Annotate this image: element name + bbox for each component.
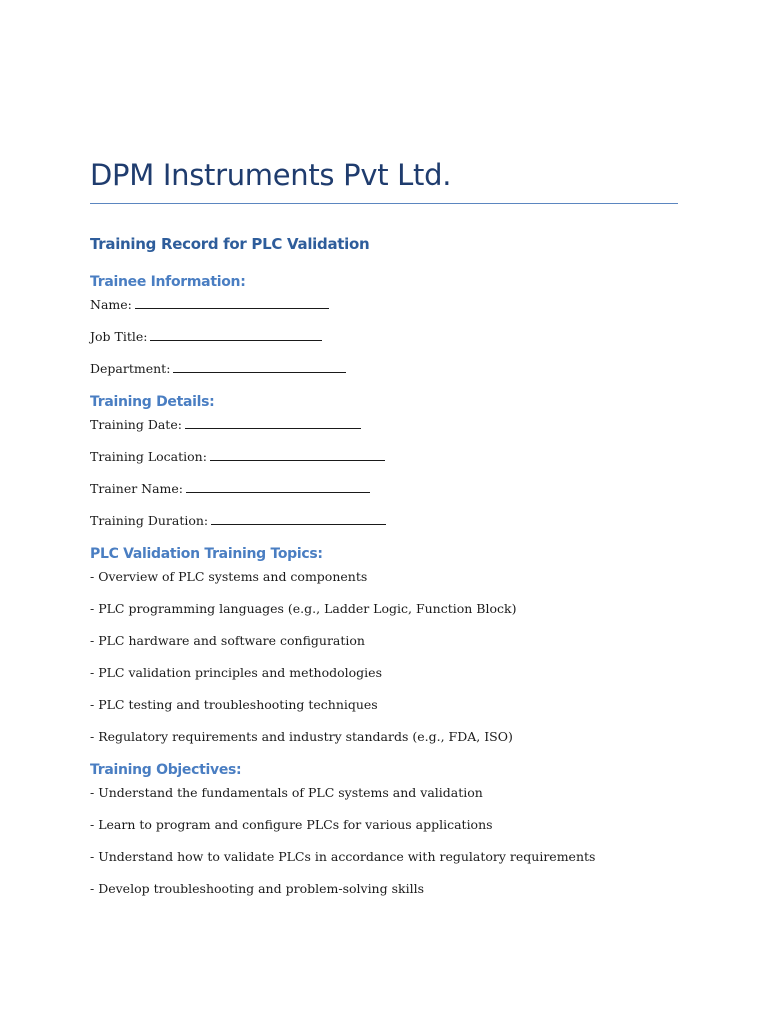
training-topics-heading: PLC Validation Training Topics: [90,546,323,562]
department-blank-line[interactable] [173,361,346,373]
trainee-information-heading: Trainee Information: [90,274,246,290]
topic-item: - PLC programming languages (e.g., Ladder Logic, Function Block) [90,601,517,616]
objective-item: - Understand the fundamentals of PLC systems and validation [90,785,483,800]
trainer-name-label: Trainer Name: [90,481,184,496]
training-location-label: Training Location: [90,449,207,464]
job-title-blank-line[interactable] [150,329,322,341]
topic-item: - PLC testing and troubleshooting techniques [90,697,378,712]
training-date-label: Training Date: [90,417,182,432]
trainer-name-field[interactable] [90,481,370,497]
job-title-label: Job Title: [90,329,148,344]
training-details-heading: Training Details: [90,394,215,410]
title-divider [90,203,678,204]
trainer-name-blank-line[interactable] [186,481,370,493]
training-location-field[interactable] [90,449,385,465]
topic-item: - Overview of PLC systems and components [90,569,368,584]
department-field[interactable] [90,361,346,377]
objective-item: - Learn to program and configure PLCs for various applications [90,817,493,832]
topic-item: - PLC validation principles and methodologies [90,665,382,680]
training-duration-field[interactable] [90,513,386,529]
training-date-field[interactable] [90,417,361,433]
objective-item: - Develop troubleshooting and problem-solving skills [90,881,424,896]
training-objectives-heading: Training Objectives: [90,762,242,778]
name-blank-line[interactable] [135,297,329,309]
topic-item: - Regulatory requirements and industry standards (e.g., FDA, ISO) [90,729,513,744]
training-date-blank-line[interactable] [185,417,361,429]
document-title: Training Record for PLC Validation [90,235,370,253]
objective-item: - Understand how to validate PLCs in accordance with regulatory requirements [90,849,596,864]
company-name: DPM Instruments Pvt Ltd. [90,158,452,192]
job-title-field[interactable] [90,329,322,345]
name-label: Name: [90,297,132,312]
training-duration-blank-line[interactable] [211,513,386,525]
name-field[interactable] [90,297,329,313]
topic-item: - PLC hardware and software configuration [90,633,365,648]
department-label: Department: [90,361,171,376]
training-duration-label: Training Duration: [90,513,209,528]
training-location-blank-line[interactable] [210,449,385,461]
